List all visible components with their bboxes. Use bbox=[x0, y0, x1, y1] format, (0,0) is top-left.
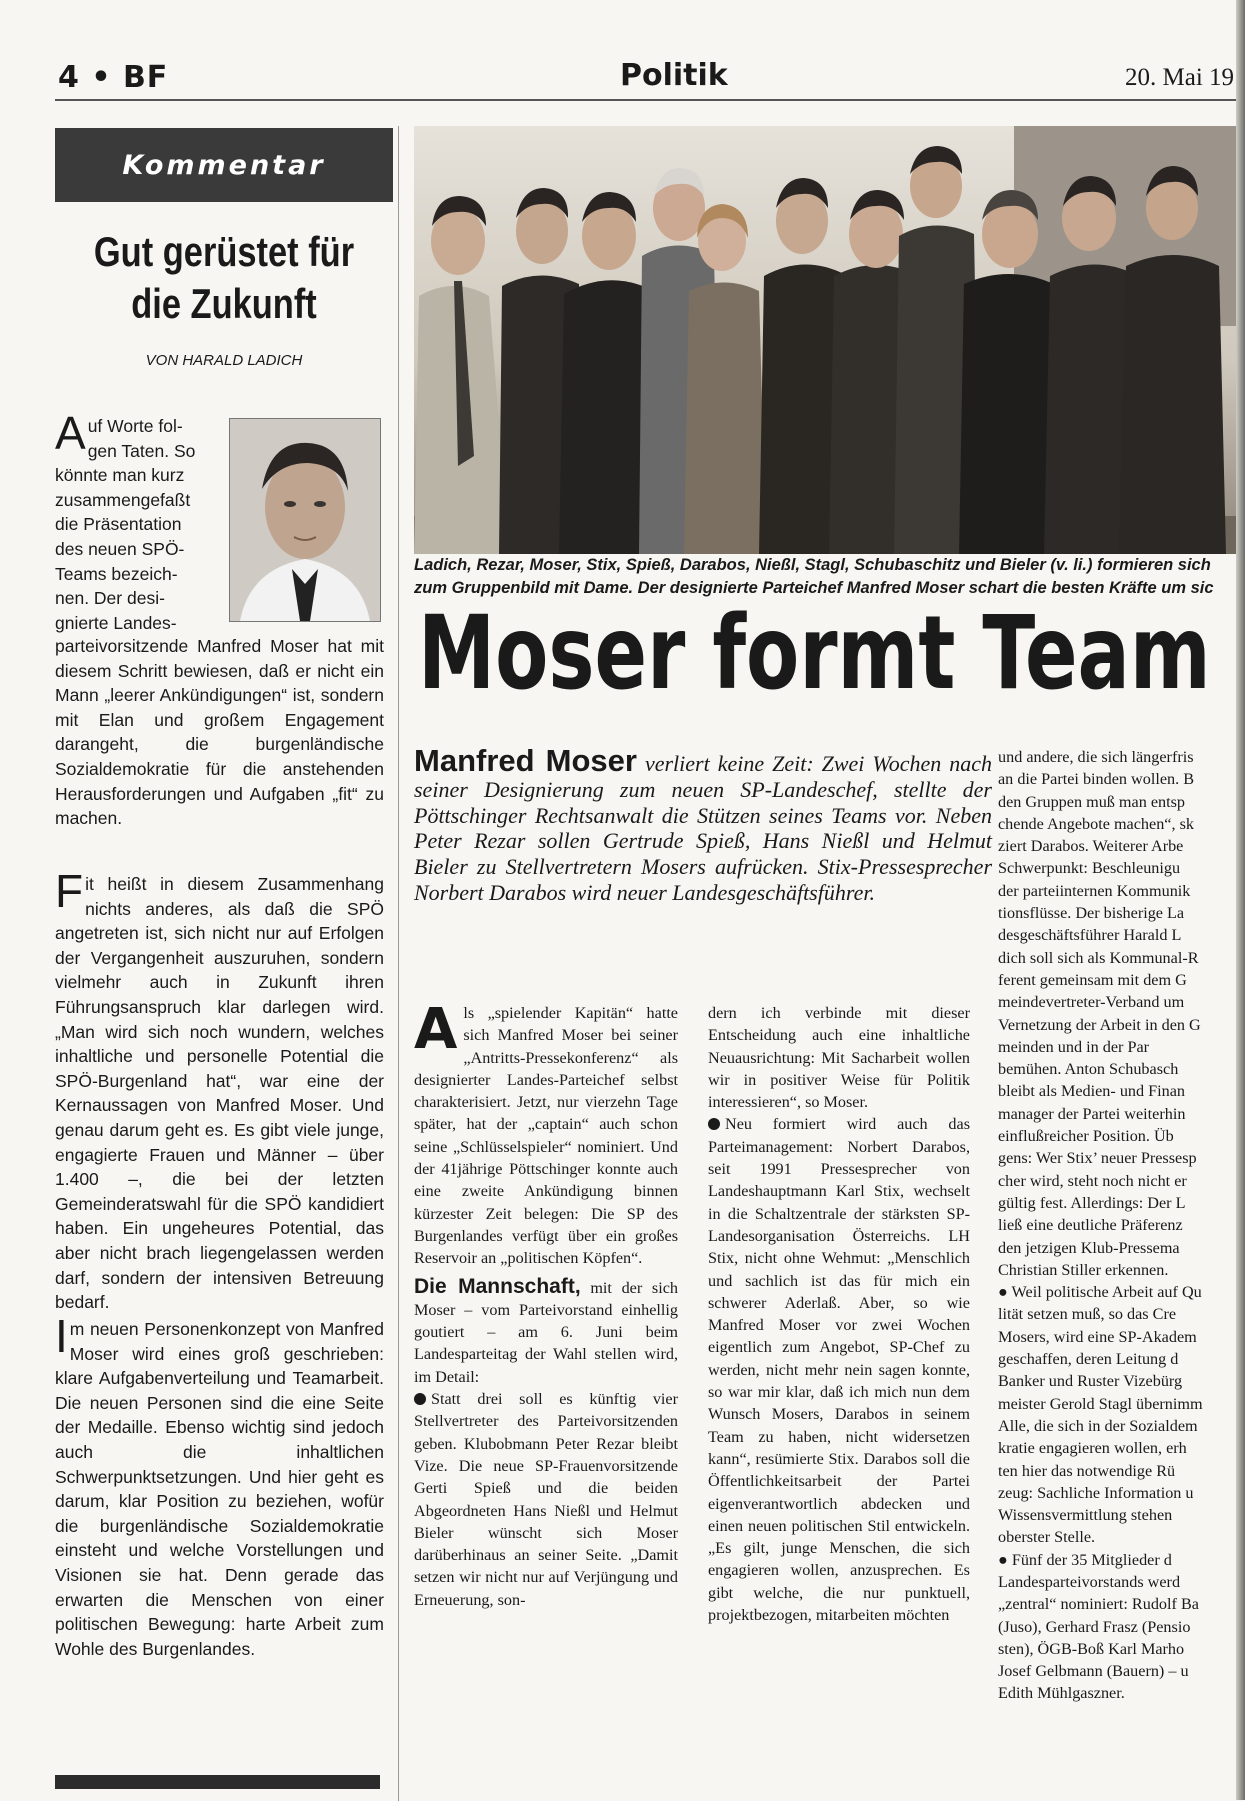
c1-paragraph-3 bbox=[414, 1388, 678, 1611]
bullet-dot bbox=[708, 1118, 720, 1130]
kommentar-title bbox=[85, 226, 362, 330]
c3-line: den jetzigen Klub-Pressema bbox=[998, 1238, 1180, 1257]
page-edge-shadow bbox=[1236, 0, 1245, 1800]
c3-line: Banker und Ruster Vizebürg bbox=[998, 1372, 1183, 1391]
column-divider bbox=[398, 126, 399, 1801]
article-column-1 bbox=[414, 997, 678, 1611]
c3-line: kratie engagieren wollen, erh bbox=[998, 1439, 1187, 1458]
c3-line: den Gruppen muß man entsp bbox=[998, 792, 1186, 811]
c3-line: desgeschäftsführer Harald L bbox=[998, 926, 1182, 945]
kp1-line: Teams bezeich- bbox=[55, 563, 178, 584]
kp1-line: nen. Der desi- bbox=[55, 588, 165, 609]
c3-line: bemühen. Anton Schubasch bbox=[998, 1060, 1179, 1079]
article-column-3 bbox=[998, 746, 1245, 1705]
c1-paragraph-2 bbox=[414, 1276, 678, 1388]
c3-line: meister Gerold Stagl übernimm bbox=[998, 1394, 1203, 1413]
kommentar-author: VON HARALD LADICH bbox=[145, 352, 303, 369]
c3-line: meindevertreter-Verband um bbox=[998, 993, 1185, 1012]
kp1-line: des neuen SPÖ- bbox=[55, 538, 185, 559]
c3-line: ferent gemeinsam mit dem G bbox=[998, 970, 1187, 989]
kommentar-paragraph-1-start bbox=[55, 407, 220, 635]
c3-line: chende Angebote machen“, sk bbox=[998, 814, 1194, 833]
c3-line: Alle, die sich in der Sozialdem bbox=[998, 1416, 1198, 1435]
lead-text: verliert keine Zeit: Zwei Wochen nach seiner Designierung zum neuen SP-Landeschef, stellte der Pöttschinger Rechtsanwalt die Stützen seines Teams vor. Neben Peter Rezar sollen Gertrude Spieß, Hans Nießl und Helmut Bieler zu Stellvertretern Mosers aufrücken. Stix-Pressesprecher Norbert Darabos wird neuer Landesgeschäftsführer. bbox=[414, 751, 992, 905]
c3-line: Schwerpunkt: Beschleunigu bbox=[998, 859, 1181, 878]
c3-line: an die Partei binden wollen. B bbox=[998, 770, 1195, 789]
c3-line: manager der Partei weiterhin bbox=[998, 1104, 1186, 1123]
c3-line: Vernetzung der Arbeit in den G bbox=[998, 1015, 1201, 1034]
group-photo bbox=[414, 126, 1245, 554]
c3-line: Wissensvermittlung stehen bbox=[998, 1506, 1173, 1525]
page-number-section: 4 • BF bbox=[58, 60, 169, 95]
c3-line: einflußreicher Position. Üb bbox=[998, 1127, 1174, 1146]
c2-paragraph-2 bbox=[708, 1113, 970, 1626]
c3-line: cher wird, steht noch nicht er bbox=[998, 1171, 1187, 1190]
kp1-line: uf Worte fol- bbox=[87, 416, 183, 436]
c3-line: meinden und in der Par bbox=[998, 1037, 1150, 1056]
c3-line: Edith Mühlgaszner. bbox=[998, 1684, 1125, 1703]
c3-line: ● Weil politische Arbeit auf Qu bbox=[998, 1283, 1202, 1302]
kommentar-paragraph-2-text: it heißt in diesem Zusammenhang nichts anderes, als daß die SPÖ angetreten ist, sich nicht nur auf Erfolgen der Vergangenheit auszuruhen, sondern vielmehr auch in Zukunft ihren Führungsanspruch klar darlegen wird. „Man wird sich noch wundern, welches inhaltliche und personelle Potential die SPÖ-Burgenland hat“, war eine der Kernaussagen von Manfred Moser. Und genau darum geht es. Es gibt viele junge, engagierte Frauen und Männer – über 1.400 –, die bei der letzten Gemeinderatswahl für die SPÖ kandidiert haben. Ein ungeheures Potential, das aber nicht brach liegengelassen werden darf, sondern der intensiven Betreuung bedarf. bbox=[55, 874, 384, 1313]
c3-line: bleibt als Medien- und Finan bbox=[998, 1082, 1186, 1101]
portrait-illustration bbox=[230, 419, 380, 621]
lead-name: Manfred Moser bbox=[414, 743, 637, 778]
c3-line: oberster Stelle. bbox=[998, 1528, 1096, 1547]
kommentar-paragraph-3 bbox=[55, 1310, 384, 1661]
c3-line: lität setzen muß, so das Cre bbox=[998, 1305, 1177, 1324]
dropcap-f: F bbox=[55, 865, 84, 917]
c1-paragraph-2-text: mit der sich Moser – vom Parteivorstand einhellig goutiert – am 6. Juni beim Landesparteitag der Wahl stellen wird, im Detail: bbox=[414, 1278, 678, 1386]
dropcap-a: A bbox=[55, 407, 86, 459]
c3-line: ziert Darabos. Weiterer Arbe bbox=[998, 837, 1184, 856]
c2-paragraph-1: dern ich verbinde mit dieser Entscheidung auch eine inhaltliche Neuausrichtung: Mit Sacharbeit wollen wir in positiver Weise für Politik interessieren“, so Moser. bbox=[708, 1004, 970, 1112]
c1-paragraph-1: ls „spielender Kapitän“ hatte sich Manfred Moser bei seiner „Antritts-Pressekonferenz“ als designierter Landes-Parteichef selbst charakterisiert. Jetzt, nur vierzehn Tage später, hat der „captain“ auch schon seine „Schlüsselspieler“ nominiert. Und der 41jährige Pöttschinger konnte auch eine zweite Ankündigung binnen kürzester Zeit belegen: Die SP des Burgenlandes verfügt über ein großes Reservoir an „politischen Köpfen“. bbox=[414, 1004, 678, 1268]
kommentar-paragraph-3-text: m neuen Personenkonzept von Manfred Moser wird eines groß geschrieben: klare Aufgabenverteilung und Teamarbeit. Die neuen Personen sind die eine Seite der Medaille. Ebenso wichtig sind jedoch auch die inhaltlichen Schwerpunktsetzungen. Und hier geht es darum, klar Position zu beziehen, wofür die burgenländische Sozialdemokratie einsteht und welche Vorstellungen und Visionen sie hat. Denn gerade das erwarten die Menschen von einer politischen Bewegung: harte Arbeit zum Wohle des Burgenlandes. bbox=[55, 1319, 384, 1659]
kp1-line: könnte man kurz bbox=[55, 465, 185, 486]
article-lead bbox=[414, 743, 992, 906]
author-portrait bbox=[229, 418, 381, 622]
c3-line: ● Fünf der 35 Mitglieder d bbox=[998, 1550, 1172, 1569]
c3-line: zeug: Sachliche Information u bbox=[998, 1483, 1194, 1502]
c3-line: „zentral“ nominiert: Rudolf Ba bbox=[998, 1595, 1199, 1614]
header-rule bbox=[55, 99, 1245, 101]
kommentar-label: Kommentar bbox=[122, 149, 326, 181]
c3-line: Josef Gelbmann (Bauern) – u bbox=[998, 1662, 1189, 1681]
c3-line: sten), ÖGB-Boß Karl Marho bbox=[998, 1639, 1185, 1658]
kp1-line: zusammengefaßt bbox=[55, 489, 191, 510]
c3-line: Landesparteivorstands werd bbox=[998, 1572, 1181, 1591]
c3-line: gens: Wer Stix’ neuer Pressesp bbox=[998, 1149, 1197, 1168]
c3-line: ten hier das notwendige Rü bbox=[998, 1461, 1176, 1480]
issue-date: 20. Mai 19 bbox=[1125, 64, 1235, 91]
kommentar-title-line2: die Zukunft bbox=[131, 280, 317, 327]
c1-paragraph-3-text: Statt drei soll es künftig vier Stellvertreter des Parteivorsitzenden geben. Klubobmann Peter Rezar bleibt Vize. Die neue SP-Frauenvorsitzende Gerti Spieß und die beiden Abgeordneten Hans Nießl und Helmut Bieler wünscht sich Moser darüberhinaus an seiner Seite. „Damit setzen wir nicht nur auf Verjüngung und Erneuerung, son- bbox=[414, 1390, 678, 1609]
section-title: Politik bbox=[620, 58, 728, 93]
article-headline: Moser formt Team bbox=[418, 594, 1211, 713]
article-column-2 bbox=[708, 1002, 970, 1626]
photo-caption-line2: zum Gruppenbild mit Dame. Der designierte Parteichef Manfred Moser schart die besten Kräfte um sic bbox=[414, 579, 1214, 597]
kommentar-title-line1: Gut gerüstet für bbox=[93, 228, 355, 275]
kommentar-paragraph-1-end: parteivorsitzende Manfred Moser hat mit diesem Schritt bewiesen, daß er nicht ein Mann „leerer Ankündigungen“ ist, sondern mit Elan und großem Engagement darangeht, die burgenländische Sozialdemokratie für die anstehenden Herausforderungen und Aufgaben „fit“ zu machen. bbox=[55, 636, 384, 829]
c3-line: ließ eine deutliche Präferenz bbox=[998, 1216, 1183, 1235]
kommentar-paragraph-2 bbox=[55, 865, 384, 1315]
bullet-dot bbox=[414, 1393, 426, 1405]
group-photo-illustration bbox=[414, 126, 1245, 554]
c3-line: gültig fest. Allerdings: Der L bbox=[998, 1193, 1186, 1212]
c3-line: der parteiinternen Kommunik bbox=[998, 881, 1191, 900]
c2-paragraph-2-text: Neu formiert wird auch das Parteimanagement: Norbert Darabos, seit 1991 Pressesprecher von Landeshauptmann Karl Stix, wechselt in die Schaltzentrale der stärksten SP-Landesorganisation Österreichs. LH Stix, nicht ohne Wehmut: „Menschlich und sachlich ist das für mich ein schwerer Aderlaß. Aber, so wie Manfred Moser vor zwei Wochen eigentlich zum Angebot, SP-Chef zu werden, nicht mehr nein sagen konnte, so war mir klar, daß ich mich nun dem Wunsch Mosers, Darabos in seinem Team zu haben, nicht widersetzen kann“, resümierte Stix. Darabos soll die Öffentlichkeitsarbeit der Partei eigenverantwortlich abdecken und einen neuen politischen Stil entwickeln. „Es gilt, junge Menschen, die sich engagieren wollen, anzusprechen. Es gibt welche, die nur punktuell, projektbezogen, mitarbeiten möchten bbox=[708, 1115, 970, 1625]
c3-line: und andere, die sich längerfris bbox=[998, 748, 1194, 766]
c3-line: Mosers, wird eine SP-Akadem bbox=[998, 1327, 1197, 1346]
photo-caption-line1: Ladich, Rezar, Moser, Stix, Spieß, Darabos, Nießl, Stagl, Schubaschitz und Bieler (v. li.) formieren sich bbox=[414, 556, 1211, 574]
kommentar-end-bar bbox=[55, 1775, 380, 1789]
dropcap-a-article: A bbox=[414, 997, 458, 1062]
kp1-line: gen Taten. So bbox=[87, 440, 196, 461]
subheading-mannschaft: Die Mannschaft, bbox=[414, 1274, 581, 1298]
c3-line: dich soll sich als Kommunal-R bbox=[998, 948, 1199, 967]
c3-line: tionsflüsse. Der bisherige La bbox=[998, 904, 1185, 923]
c3-line: (Juso), Gerhard Frasz (Pensio bbox=[998, 1617, 1191, 1636]
kp1-line: die Präsentation bbox=[55, 514, 182, 535]
kp1-line: gnierte Landes- bbox=[55, 612, 177, 633]
kommentar-banner bbox=[55, 128, 393, 202]
c3-line: geschaffen, deren Leitung d bbox=[998, 1350, 1179, 1369]
dropcap-i: I bbox=[55, 1310, 68, 1362]
c3-line: Christian Stiller erkennen. bbox=[998, 1260, 1169, 1279]
